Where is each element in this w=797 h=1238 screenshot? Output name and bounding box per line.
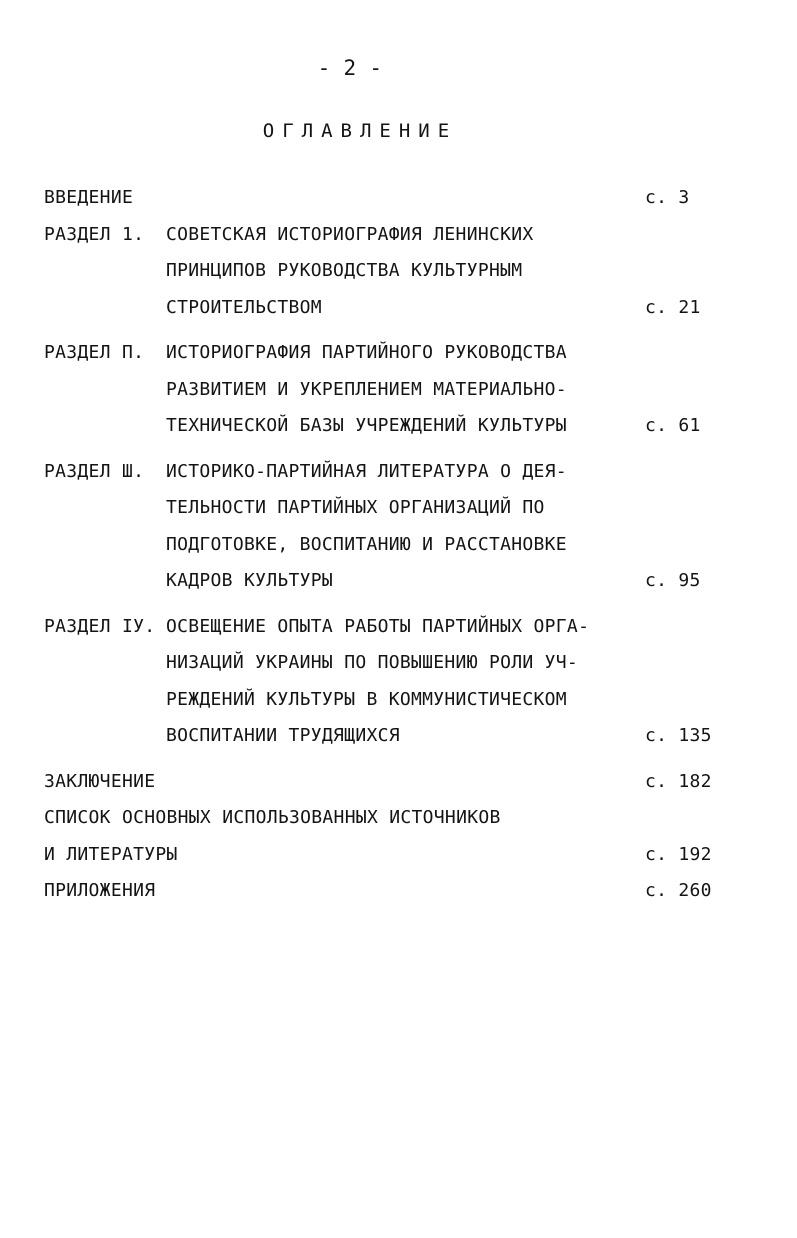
section-2-title-line-1: ИСТОРИОГРАФИЯ ПАРТИЙНОГО РУКОВОДСТВА: [166, 342, 567, 363]
section-1-page: с. 21: [645, 296, 701, 318]
toc-entry-sources[interactable]: [0, 800, 797, 873]
section-2-title-line-2: РАЗВИТИЕМ И УКРЕПЛЕНИЕМ МАТЕРИАЛЬНО-: [166, 378, 567, 400]
section-3-label: РАЗДЕЛ Ш.: [44, 460, 145, 482]
toc-entry-intro-page: с. 3: [645, 187, 690, 208]
section-4-title-line-2: НИЗАЦИЙ УКРАИНЫ ПО ПОВЫШЕНИЮ РОЛИ УЧ-: [166, 652, 579, 673]
section-3-title-line-3: ПОДГОТОВКЕ, ВОСПИТАНИЮ И РАССТАНОВКЕ: [166, 533, 567, 555]
toc-entry-intro-text: ВВЕДЕНИЕ: [44, 187, 134, 208]
section-4-title-line-4: ВОСПИТАНИИ ТРУДЯЩИХСЯ: [166, 725, 400, 746]
section-3-page: с. 95: [645, 570, 701, 591]
toc-entry-conclusion-page: с. 182: [645, 770, 712, 792]
section-2-page: с. 61: [645, 415, 701, 436]
section-1-title-line-2: ПРИНЦИПОВ РУКОВОДСТВА КУЛЬТУРНЫМ: [166, 260, 523, 281]
toc-entry-intro[interactable]: [0, 180, 797, 217]
section-3-title-line-2: ТЕЛЬНОСТИ ПАРТИЙНЫХ ОРГАНИЗАЦИЙ ПО: [166, 497, 545, 518]
toc-entry-section-2[interactable]: [0, 335, 797, 445]
toc-entry-section-3[interactable]: [0, 454, 797, 600]
section-1-label: РАЗДЕЛ 1.: [44, 223, 145, 245]
toc-entry-appendix-page: с. 260: [645, 880, 712, 901]
toc-entry-appendix-text: ПРИЛОЖЕНИЯ: [44, 880, 156, 901]
section-1-title-line-1: СОВЕТСКАЯ ИСТОРИОГРАФИЯ ЛЕНИНСКИХ: [166, 223, 534, 245]
toc-entry-section-4[interactable]: [0, 609, 797, 755]
toc-entry-conclusion-text: ЗАКЛЮЧЕНИЕ: [44, 770, 156, 792]
toc-entry-sources-line-1: СПИСОК ОСНОВНЫХ ИСПОЛЬЗОВАННЫХ ИСТОЧНИКОВ: [44, 807, 501, 828]
section-3-title-line-1: ИСТОРИКО-ПАРТИЙНАЯ ЛИТЕРАТУРА О ДЕЯ-: [166, 460, 567, 482]
toc-entry-appendix[interactable]: [0, 873, 797, 910]
section-4-page: с. 135: [645, 725, 712, 746]
toc-entry-sources-line-2: И ЛИТЕРАТУРЫ: [44, 843, 178, 865]
toc-entry-conclusion[interactable]: [0, 764, 797, 801]
section-3-title-line-4: КАДРОВ КУЛЬТУРЫ: [166, 570, 334, 591]
section-2-label: РАЗДЕЛ П.: [44, 342, 145, 363]
section-2-title-line-3: ТЕХНИЧЕСКОЙ БАЗЫ УЧРЕЖДЕНИЙ КУЛЬТУРЫ: [166, 415, 567, 436]
toc-entry-section-1[interactable]: [0, 217, 797, 327]
section-1-title-line-3: СТРОИТЕЛЬСТВОМ: [166, 296, 322, 318]
toc-entry-sources-page: с. 192: [645, 843, 712, 865]
section-4-title-line-3: РЕЖДЕНИЙ КУЛЬТУРЫ В КОММУНИСТИЧЕСКОМ: [166, 688, 567, 710]
toc-title: ОГЛАВЛЕНИЕ: [262, 120, 458, 142]
table-of-contents: [0, 180, 797, 910]
section-4-title-line-1: ОСВЕЩЕНИЕ ОПЫТА РАБОТЫ ПАРТИЙНЫХ ОРГА-: [166, 615, 590, 637]
section-4-label: РАЗДЕЛ IУ.: [44, 615, 156, 637]
page-number: - 2 -: [317, 56, 383, 80]
